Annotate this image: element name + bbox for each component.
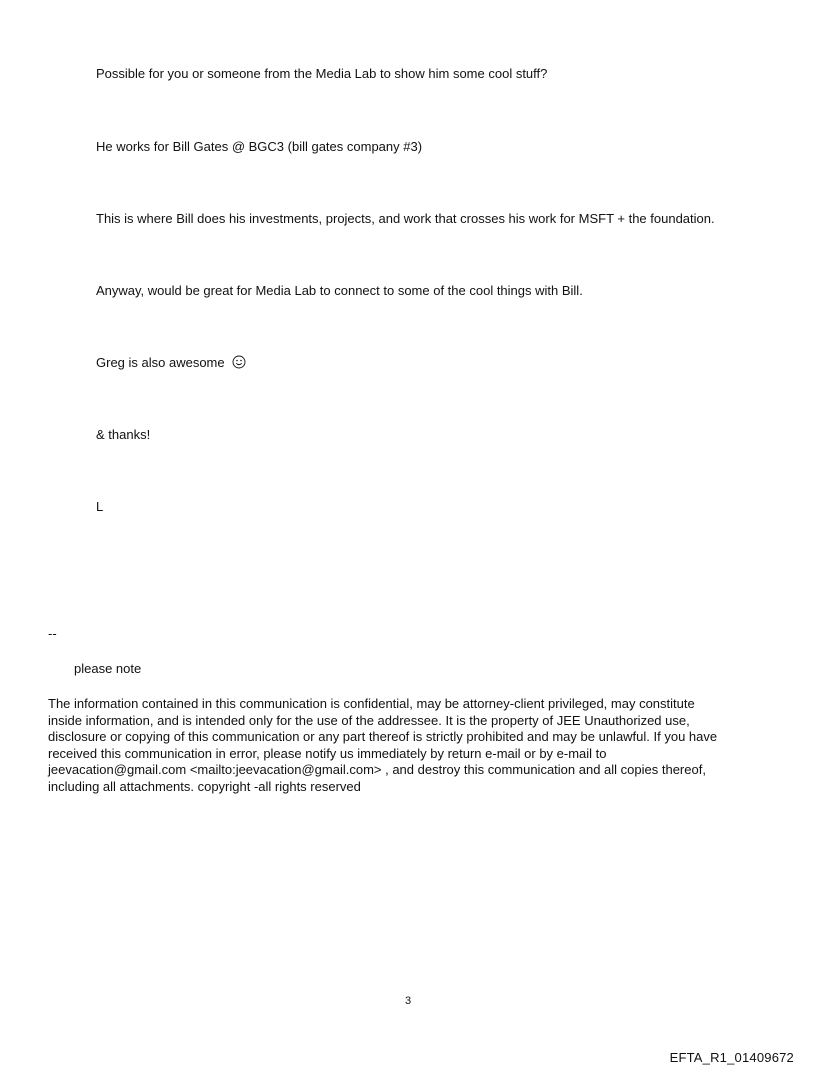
body-line-5-text: Greg is also awesome [96,355,225,370]
body-line-3: This is where Bill does his investments, projects, and work that crosses his work for MSFT + the foundation. [96,211,715,226]
body-line-1: Possible for you or someone from the Media Lab to show him some cool stuff? [96,66,548,81]
body-line-6: & thanks! [96,427,151,442]
body-line-7: L [96,499,104,514]
disclaimer-line-3: disclosure or copying of this communication or any part thereof is strictly prohibited and may be unlawful. If you have [48,729,718,745]
body-line-5 [96,355,246,373]
smiley-face-icon [232,355,246,373]
body-line-2: He works for Bill Gates @ BGC3 (bill gates company #3) [96,139,423,154]
disclaimer-line-4: received this communication in error, please notify us immediately by return e-mail or by e-mail to [48,745,607,761]
disclaimer-line-5: jeevacation@gmail.com <mailto:jeevacation@gmail.com> , and destroy this communication and all copies thereof, [48,762,706,778]
disclaimer-line-6: including all attachments. copyright -all rights reserved [48,778,361,794]
note-heading: please note [74,661,142,676]
disclaimer-line-2: inside information, and is intended only for the use of the addressee. It is the property of JEE Unauthorized use, [48,712,690,728]
page-number: 3 [404,995,412,1007]
bates-number: EFTA_R1_01409672 [669,1050,794,1065]
disclaimer-paragraph [48,696,748,796]
disclaimer-line-1: The information contained in this communication is confidential, may be attorney-client privileged, may constitute [48,696,695,711]
body-line-4: Anyway, would be great for Media Lab to connect to some of the cool things with Bill. [96,283,583,298]
signature-separator: -- [48,626,57,641]
